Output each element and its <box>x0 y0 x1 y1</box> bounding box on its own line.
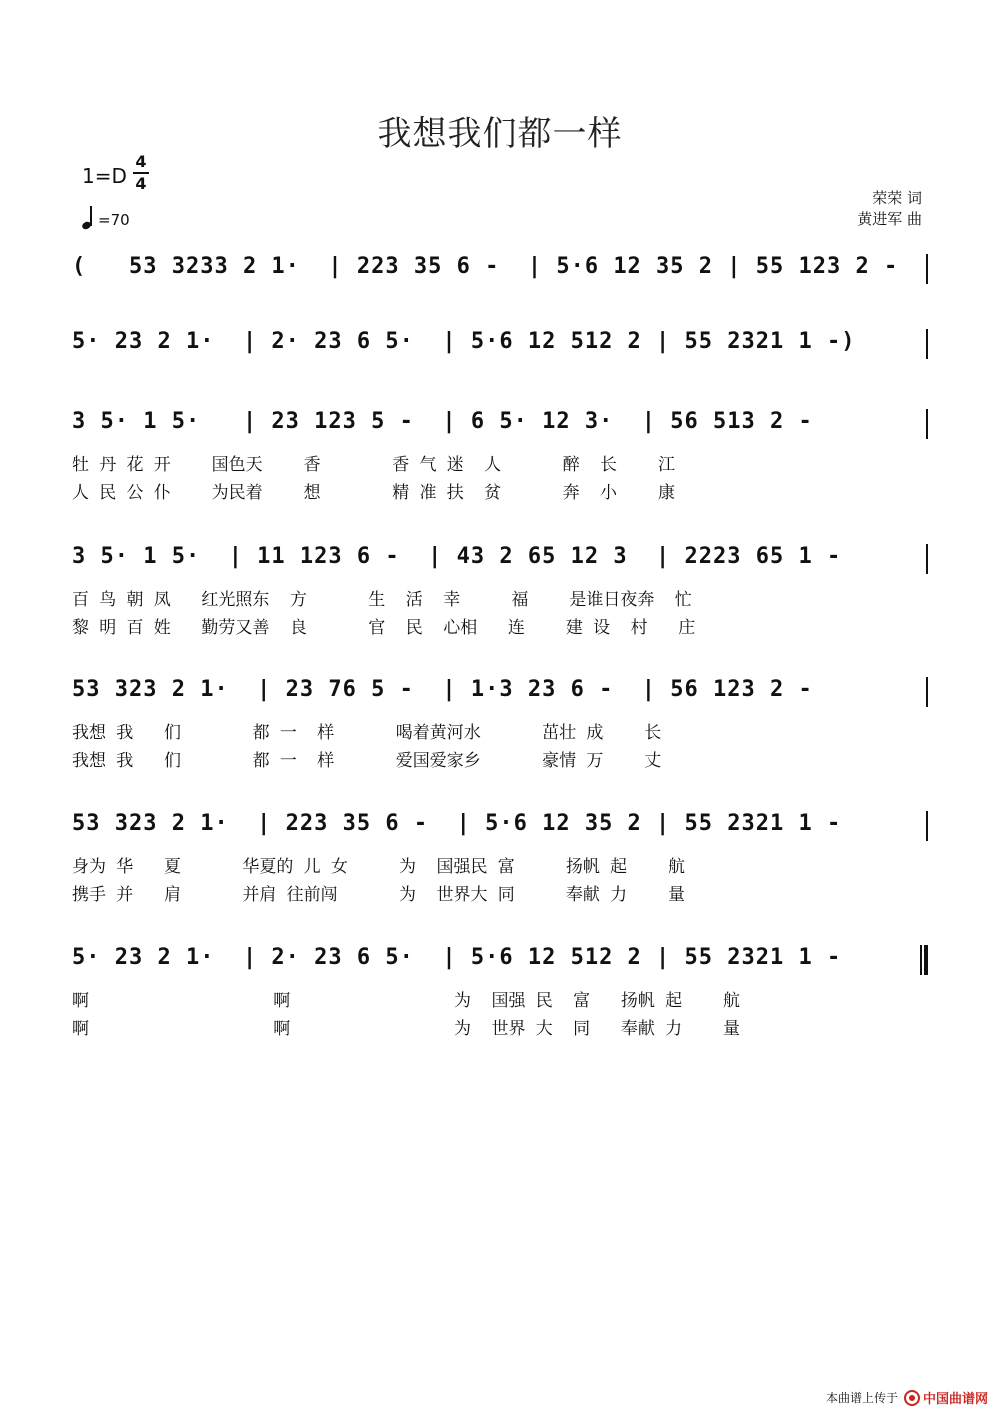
composer-credit: 黄进军 曲 <box>857 210 922 228</box>
score-system <box>72 315 928 399</box>
notation-line: 53 323 2 1· | 223 35 6 - | 5·6 12 35 2 | 55 2321 1 - <box>72 811 842 836</box>
barline <box>926 409 928 439</box>
credits <box>857 188 922 230</box>
meter-top: 4 <box>135 152 147 171</box>
barline <box>926 677 928 707</box>
tempo-marking <box>82 205 130 229</box>
quarter-note-icon <box>82 205 94 229</box>
lyric-line-1: 百 鸟 朝 凤 红光照东 方 生 活 幸 福 是谁日夜奔 忙 <box>72 590 692 610</box>
lyric-line-1: 身为 华 夏 华夏的 儿 女 为 国强民 富 扬帆 起 航 <box>72 857 686 877</box>
lyric-line-2: 携手 并 肩 并肩 往前闯 为 世界大 同 奉献 力 量 <box>72 885 686 905</box>
notation-line: 5· 23 2 1· | 2· 23 6 5· | 5·6 12 512 2 | 55 2321 1 -) <box>72 329 856 354</box>
lyricist-credit: 荣荣 词 <box>872 189 922 207</box>
score-system <box>72 395 928 507</box>
lyric-line-1: 牡 丹 花 开 国色天 香 香 气 迷 人 醉 长 江 <box>72 455 675 475</box>
barline <box>926 254 928 284</box>
logo-icon <box>904 1390 920 1406</box>
meter-bottom: 4 <box>135 174 147 193</box>
lyric-line-2: 人 民 公 仆 为民着 想 精 准 扶 贫 奔 小 康 <box>72 483 675 503</box>
lyric-line-2: 黎 明 百 姓 勤劳又善 良 官 民 心相 连 建 设 村 庄 <box>72 618 696 638</box>
score-system <box>72 530 928 642</box>
key-signature: 1=D <box>82 164 127 188</box>
notation-line: 5· 23 2 1· | 2· 23 6 5· | 5·6 12 512 2 | 55 2321 1 - <box>72 945 842 970</box>
lyric-line-2: 我想 我 们 都 一 样 爱国爱家乡 豪情 万 丈 <box>72 751 662 771</box>
site-logo[interactable] <box>904 1388 988 1407</box>
notation-line: 3 5· 1 5· | 23 123 5 - | 6 5· 12 3· | 56 513 2 - <box>72 409 813 434</box>
site-name: 中国曲谱网 <box>922 1392 988 1407</box>
lyric-line-1: 啊 啊 为 国强 民 富 扬帆 起 航 <box>72 991 741 1011</box>
footer <box>826 1388 988 1407</box>
score-system <box>72 797 928 909</box>
barline <box>926 329 928 359</box>
score-system <box>72 663 928 775</box>
notation-line: ( 53 3233 2 1· | 223 35 6 - | 5·6 12 35 2 | 55 123 2 - <box>72 254 899 279</box>
footer-text: 本曲谱上传于 <box>825 1391 898 1405</box>
final-barline <box>920 945 928 975</box>
lyric-line-2: 啊 啊 为 世界 大 同 奉献 力 量 <box>72 1019 741 1039</box>
time-signature <box>133 152 149 194</box>
barline <box>926 811 928 841</box>
score-system <box>72 931 928 1043</box>
barline <box>926 544 928 574</box>
tempo-value: =70 <box>98 211 130 229</box>
notation-line: 3 5· 1 5· | 11 123 6 - | 43 2 65 12 3 | 2223 65 1 - <box>72 544 842 569</box>
score-system <box>72 240 928 324</box>
lyric-line-1: 我想 我 们 都 一 样 喝着黄河水 茁壮 成 长 <box>72 723 662 743</box>
score-title: 我想我们都一样 <box>377 114 623 154</box>
notation-line: 53 323 2 1· | 23 76 5 - | 1·3 23 6 - | 56 123 2 - <box>72 677 813 702</box>
